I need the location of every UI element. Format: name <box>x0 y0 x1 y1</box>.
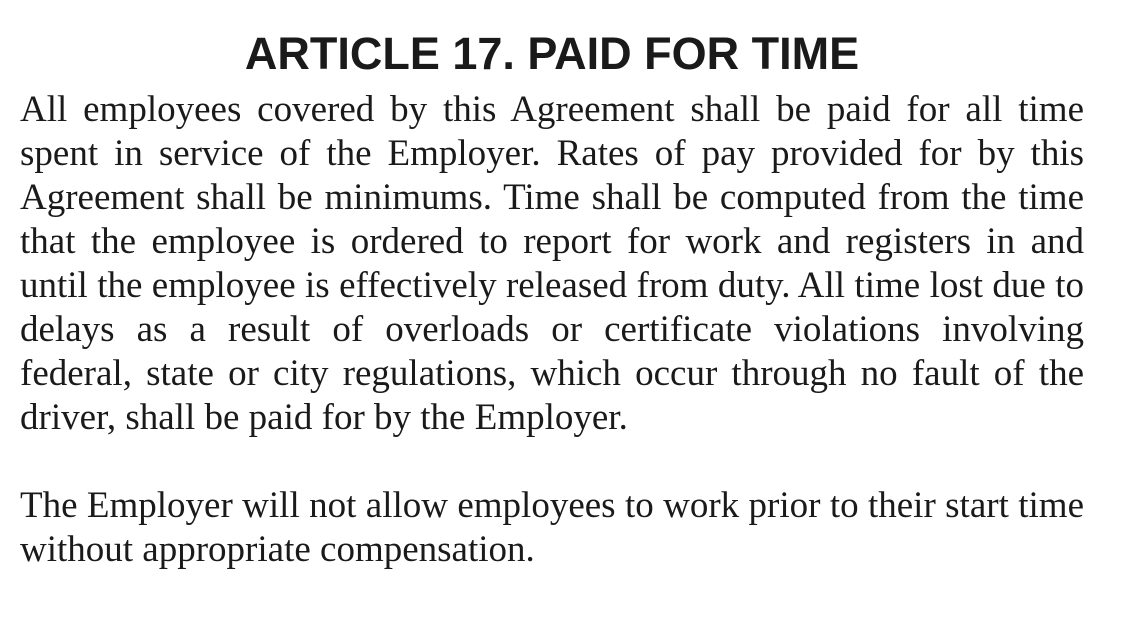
paragraph-paid-time: All employees covered by this Agreement shall be paid for all time spent in service of the Employer. Rates of pay provided for by this Agreement shall be minimums. Time shall be computed from the time that the employee is ordered to report for work and registers in and until the employee is effectively released from duty. All time lost due to delays as a result of overloads or certificate violations involving federal, state or city regulations, which occur through no fault of the driver, shall be paid for by the Employer. <box>20 89 1084 438</box>
document-page <box>20 26 1084 572</box>
article-title: ARTICLE 17. PAID FOR TIME <box>244 28 860 79</box>
paragraph-start-time: The Employer will not allow employees to work prior to their start time without appropriate compensation. <box>20 485 1084 570</box>
